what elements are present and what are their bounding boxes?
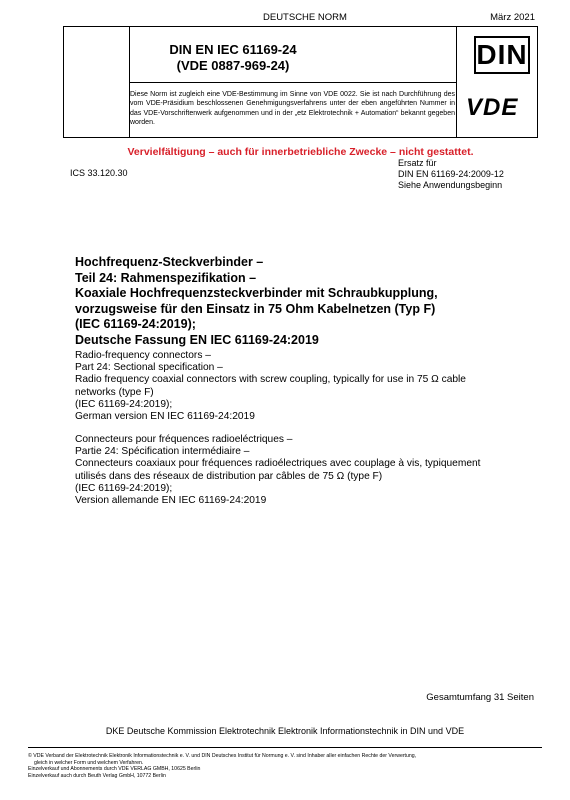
vde-logo: VDE <box>466 94 519 121</box>
title-line: vorzugsweise für den Einsatz in 75 Ohm Kabelnetzen (Typ F) <box>75 301 436 316</box>
replacement-line: DIN EN 61169-24:2009-12 <box>398 169 504 179</box>
frame-divider-right <box>456 27 457 137</box>
title-german <box>75 255 545 348</box>
title-line: Teil 24: Rahmenspezifikation – <box>75 270 257 285</box>
title-line: Part 24: Sectional specification – <box>75 362 223 374</box>
title-line: German version EN IEC 61169-24:2019 <box>75 411 255 423</box>
title-line: networks (type F) <box>75 386 154 398</box>
title-line: utilisés dans des réseaux de distribution par câbles de 75 Ω (type F) <box>75 470 383 482</box>
header-standard-type: DEUTSCHE NORM <box>263 12 347 23</box>
header-date: März 2021 <box>490 12 535 23</box>
din-logo: DIN <box>474 36 530 74</box>
title-line: Hochfrequenz-Steckverbinder – <box>75 255 264 269</box>
document-number: DIN EN IEC 61169-24 <box>169 42 297 57</box>
frame-divider-horizontal <box>129 82 456 83</box>
footer-divider <box>28 747 542 748</box>
title-line: Koaxiale Hochfrequenzsteckverbinder mit Schraubkupplung, <box>75 286 438 300</box>
title-line: Partie 24: Spécification intermédiaire – <box>75 446 250 458</box>
footer-line: gleich in welcher Form und welchem Verfahren. <box>34 759 144 766</box>
reproduction-notice: Vervielfältigung – auch für innerbetriebliche Zwecke – nicht gestattet. <box>127 146 474 158</box>
title-line: Version allemande EN IEC 61169-24:2019 <box>75 495 267 507</box>
footer-line: Einzelverkauf und Abonnements durch VDE VERLAG GMBH, 10625 Berlin <box>28 766 201 773</box>
dke-line: DKE Deutsche Kommission Elektrotechnik Elektronik Informationstechnik in DIN und VDE <box>105 726 465 736</box>
copyright-footer <box>28 753 548 779</box>
vde-notice: Diese Norm ist zugleich eine VDE-Bestimmung im Sinne von VDE 0022. Sie ist nach Durchführung des vom VDE-Präsidium beschlossenen Genehmigungsverfahrens unter der eben angeführten Nummer in das VDE-Vorschriftenwerk aufgenommen und in der „etz Elektrotechnik + Automation“ bekannt gegeben worden. <box>130 91 455 126</box>
title-line: (IEC 61169-24:2019); <box>75 317 196 331</box>
ics-code: ICS 33.120.30 <box>70 168 128 178</box>
footer-line: Einzelverkauf auch durch Beuth Verlag GmbH, 10772 Berlin <box>28 772 166 779</box>
title-line: Radio frequency coaxial connectors with screw coupling, typically for use in 75 Ω cable <box>75 374 466 386</box>
title-line: (IEC 61169-24:2019); <box>75 398 173 410</box>
title-line: Connecteurs pour fréquences radioeléctriques – <box>75 434 293 445</box>
title-line: (IEC 61169-24:2019); <box>75 482 173 494</box>
total-pages: Gesamtumfang 31 Seiten <box>426 692 534 703</box>
title-french <box>75 434 545 507</box>
vde-number: (VDE 0887-969-24) <box>176 58 290 73</box>
replacement-info <box>398 158 504 191</box>
title-line: Radio-frequency connectors – <box>75 350 211 361</box>
title-line: Deutsche Fassung EN IEC 61169-24:2019 <box>75 332 319 347</box>
replacement-line: Siehe Anwendungsbeginn <box>398 180 503 190</box>
title-line: Connecteurs coaxiaux pour fréquences radioélectriques avec couplage à vis, typiquement <box>75 458 481 470</box>
title-english <box>75 350 545 423</box>
footer-line: © VDE Verband der Elektrotechnik Elektronik Informationstechnik e. V. und DIN Deutsches Institut für Normung e. V. sind Inhaber aller einfachen Rechte der Verwertung, <box>28 753 417 759</box>
replacement-line: Ersatz für <box>398 158 437 168</box>
